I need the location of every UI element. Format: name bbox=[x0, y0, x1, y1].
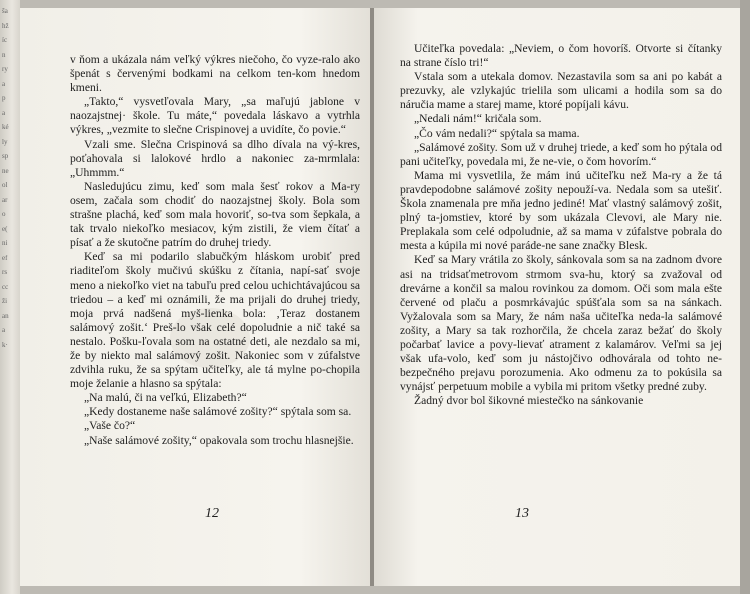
book-cover-edge bbox=[740, 0, 750, 594]
left-paragraph: „Takto,“ vysvetľovala Mary, „sa maľujú jablone v naozajstnej· škole. Tu máte,“ povedala láskavo a vytrhla výkres, „vezmite to slečne Crispinovej a uvidíte, čo povie.“ bbox=[70, 95, 360, 137]
edge-fragment: íc bbox=[2, 37, 8, 44]
page-number-right: 13 bbox=[515, 506, 529, 521]
page-number-left: 12 bbox=[205, 506, 219, 521]
edge-fragment: ni bbox=[2, 240, 8, 247]
left-paragraph: „Naše salámové zošity,“ opakovala som trochu hlasnejšie. bbox=[84, 433, 354, 447]
edge-fragment: e( bbox=[2, 225, 8, 233]
edge-fragment: o bbox=[2, 211, 6, 218]
edge-fragment: hž bbox=[2, 22, 9, 30]
edge-fragment: ži bbox=[2, 298, 8, 305]
edge-fragment: an bbox=[2, 312, 9, 320]
left-paragraph: Vzali sme. Slečna Crispinová sa dlho dívala na vý-kres, poťahovala si lalokové hrdlo a nakoniec za-mrmlala: „Uhmmm.“ bbox=[70, 137, 360, 179]
edge-fragment: k· bbox=[2, 341, 8, 349]
edge-fragment: ol bbox=[2, 182, 8, 189]
right-paragraph: Vstala som a utekala domov. Nezastavila som sa ani po kabát a prezuvky, ale vzlykajúc trielila som ulicami a hodila som sa do náručia mame a starej mame, ktoré popíjali kávu. bbox=[400, 70, 722, 112]
right-paragraph: „Salámové zošity. Som už v druhej triede, a keď som ho pýtala od pani učiteľky, povedala mi, že ne-vie, o čom hovorím.“ bbox=[400, 140, 722, 168]
left-paragraph: „Na malú, či na veľkú, Elizabeth?“ bbox=[84, 391, 247, 405]
edge-fragment: a bbox=[2, 327, 6, 334]
edge-fragment: ne bbox=[2, 167, 9, 175]
edge-fragment: ef bbox=[2, 254, 8, 262]
left-page bbox=[20, 8, 370, 586]
left-page-text bbox=[70, 53, 360, 448]
right-paragraph: Keď sa Mary vrátila zo školy, sánkovala som sa na zadnom dvore asi na tridsaťmetrovom strmom sva-hu, ktorý sa zvažoval od drevárne a končil sa malou rovinkou za domom. Oči som mala ešte červené od plaču a posmrkávajúc spúšťala som sa na sánkach. Vyžalovala som sa Mary, že nám naša učiteľka neda-la salámové zošity, a Mary sa tak rozhorčila, že chcela zaraz bežať do školy počarbať lavice a povy-lievať atrament z kalamárov. Veľmi sa jej však ufa-volo, keď som ju nástojčivo odhovárala od tohto ne-bezpečného prejavu porozumenia. Ako odmenu za to pokúsila sa vynájsť perpetuum mobile a vybila mi pritom všetky predné zuby. bbox=[400, 253, 722, 394]
edge-fragment: ly bbox=[2, 138, 8, 146]
edge-fragment: sp bbox=[2, 153, 9, 160]
edge-fragment: rs bbox=[2, 269, 8, 276]
edge-fragment: a bbox=[2, 109, 6, 117]
edge-fragment: n bbox=[2, 51, 6, 59]
right-paragraph: Mama mi vysvetlila, že mám inú učiteľku než Ma-ry a že tá pravdepodobne salámové zošity nepouží-va. Nedala som sa utešiť. Škola znamenala pre mňa jedno jediné! Mať vlastný salámový zošit, plný ta-jomstiev, ktoré by som ukázala Clevovi, ale Mary nie. Preplakala som celé odpoludnie, až sa mama v zúfalstve pobrala do mesta a kúpila mi nové paráde-ne sane značky Blesk. bbox=[400, 168, 722, 253]
left-paragraph: Keď sa mi podarilo slabučkým hláskom urobiť pred riaditeľom školy mučivú skúšku z čítania, napí-sať svoje meno a niekoľko viet na tabuľu pred celou uchichtávajúcou sa triedou – a keď mi oznámili, že ma prijali do druhej triedy, moja prvá nadšená myš-lienka bola: ‚Teraz dostanem salámový zošit.‘ Preš-lo však celé dopoludnie a nič také sa nestalo. Pošku-ľovala som na ostatné deti, ale nezdalo sa mi, že by niekto mal salámový zošit. Nakoniec som v zúfalstve zdvihla ruku, že sa spýtam učiteľky, ale tá mylne po-chopila moje želanie a hlasno sa spýtala: bbox=[70, 250, 360, 391]
previous-page-edge bbox=[0, 0, 20, 594]
edge-fragment: ša bbox=[2, 8, 8, 15]
left-paragraph: v ňom a ukázala nám veľký výkres niečoho, čo vyze-ralo ako špenát s červenými bodkami na celkom ten-kom hnedom kmeni. bbox=[70, 53, 360, 95]
right-paragraph: „Nedali nám!“ kričala som. bbox=[414, 112, 542, 126]
edge-fragment: cc bbox=[2, 283, 9, 291]
left-paragraph: Nasledujúcu zimu, keď som mala šesť rokov a Ma-ry osem, začala som chodiť do naozajstnej školy. Bola som strašne plachá, keď som mala hovoriť, so-tva som šepkala, a tak trvalo niekoľko mesiacov, kým zistili, že viem čítať a písať a že skutočne patrím do druhej triedy. bbox=[70, 179, 360, 250]
left-paragraph: „Kedy dostaneme naše salámové zošity?“ spýtala som sa. bbox=[84, 405, 352, 419]
edge-fragment: p bbox=[2, 95, 6, 102]
right-page-text bbox=[400, 42, 722, 408]
edge-fragment: ry bbox=[2, 66, 8, 73]
edge-fragment: ké bbox=[2, 124, 9, 131]
right-paragraph: Učiteľka povedala: „Neviem, o čom hovoríš. Otvorte si čítanky na strane číslo tri!“ bbox=[400, 42, 722, 70]
edge-fragment: ar bbox=[2, 196, 8, 204]
right-page bbox=[374, 8, 740, 586]
right-paragraph: „Čo vám nedali?“ spýtala sa mama. bbox=[414, 126, 580, 140]
edge-fragment: a bbox=[2, 80, 6, 88]
left-paragraph: „Vaše čo?“ bbox=[84, 419, 136, 433]
right-paragraph: Žadný dvor bol šikovné miestečko na sánkovanie bbox=[414, 394, 644, 408]
